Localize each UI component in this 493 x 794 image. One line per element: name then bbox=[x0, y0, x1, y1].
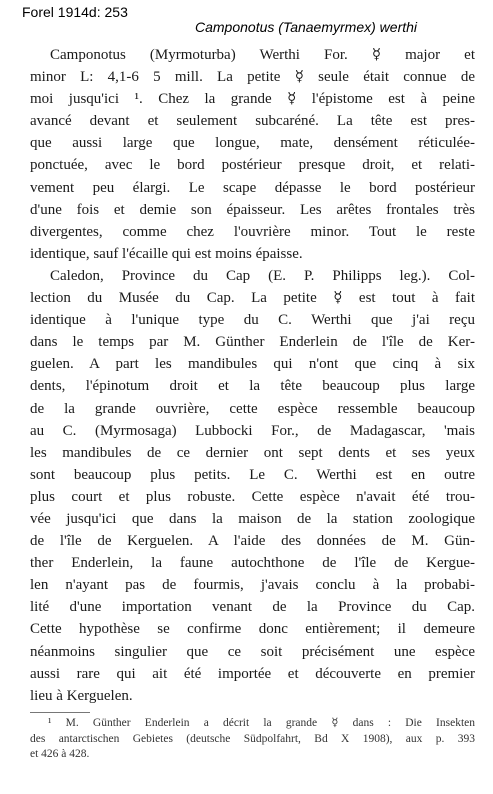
text-line: sont beaucoup plus petits. Le C. Werthi est en outre bbox=[30, 466, 475, 483]
text-line: vée jusqu'ici que dans la maison de la station zoologique bbox=[30, 510, 475, 527]
text-line: len n'ayant pas de fourmis, j'avais conclu à la probabi- bbox=[30, 577, 475, 594]
footnote bbox=[30, 716, 475, 763]
text-line: néanmoins singulier que ce soit précisément une espèce bbox=[30, 643, 475, 660]
text-line: Camponotus (Myrmoturba) Werthi For. ☿ major et bbox=[50, 47, 475, 63]
text-line: guelen. A part les mandibules qui n'ont que cinq à six bbox=[30, 356, 475, 373]
text-line: moi jusqu'ici ¹. Chez la grande ☿ l'épistome est à peine bbox=[30, 91, 475, 108]
text-line: identique à l'unique type du C. Werthi que j'ai reçu bbox=[30, 312, 475, 329]
taxon-header: Camponotus (Tanaemyrmex) werthi bbox=[195, 19, 418, 35]
text-line: de la grande ouvrière, cette espèce ressemble beaucoup bbox=[30, 400, 475, 417]
text-line: vement peu élargi. Le scape dépasse le bord postérieur bbox=[30, 179, 475, 196]
citation-header: Forel 1914d: 253 bbox=[22, 4, 128, 20]
footnote-line: des antarctischen Gebietes (deutsche Südpolfahrt, Bd X 1908), aux p. 393 bbox=[30, 732, 475, 745]
text-line: d'une fois et demie son épaisseur. Les arêtes frontales très bbox=[30, 201, 475, 218]
text-line: minor L: 4,1-6 5 mill. La petite ☿ seule était connue de bbox=[30, 69, 475, 86]
page-body bbox=[30, 44, 475, 707]
text-line: lection du Musée du Cap. La petite ☿ est tout à fait bbox=[30, 290, 475, 307]
text-line: dents, l'épinotum droit et la tête beaucoup plus large bbox=[30, 378, 475, 395]
text-line: au C. (Myrmosaga) Lubbocki For., de Madagascar, 'mais bbox=[30, 422, 475, 439]
text-line: divergentes, comme chez l'ouvrière minor. Tout le reste bbox=[30, 223, 475, 240]
text-line: de l'île de Kerguelen. A l'aide des données de M. Gün- bbox=[30, 533, 475, 550]
text-line: que aussi large que longue, mate, densément réticulée- bbox=[30, 135, 475, 152]
text-line: identique, sauf l'écaille qui est moins épaisse. bbox=[30, 245, 303, 262]
text-line: dans le temps par M. Günther Enderlein de l'île de Ker- bbox=[30, 334, 475, 351]
text-line: aussi rare qui ait été importée et découverte en premier bbox=[30, 665, 475, 682]
text-line: lité d'une importation venant de la Province du Cap. bbox=[30, 599, 475, 616]
footnote-line: et 426 à 428. bbox=[30, 748, 90, 760]
footnote-line: ¹ M. Günther Enderlein a décrit la grande ☿ dans : Die Insekten bbox=[48, 717, 475, 729]
text-line: Cette hypothèse se confirme donc entièrement; il demeure bbox=[30, 621, 475, 638]
text-line: les mandibules de ce dernier ont sept dents et ses yeux bbox=[30, 444, 475, 461]
footnote-divider bbox=[30, 712, 90, 713]
text-line: ther Enderlein, la faune autochthone de l'île de Kergue- bbox=[30, 555, 475, 572]
paragraph-description bbox=[30, 44, 475, 265]
text-line: plus court et plus robuste. Cette espèce n'avait été trou- bbox=[30, 488, 475, 505]
paragraph-locality bbox=[30, 265, 475, 707]
text-line: ponctuée, avec le bord postérieur presque droit, et relati- bbox=[30, 157, 475, 174]
text-line: lieu à Kerguelen. bbox=[30, 687, 133, 704]
text-line: Caledon, Province du Cap (E. P. Philipps leg.). Col- bbox=[50, 267, 475, 284]
text-line: avancé devant et seulement subcaréné. La tête est pres- bbox=[30, 113, 475, 130]
